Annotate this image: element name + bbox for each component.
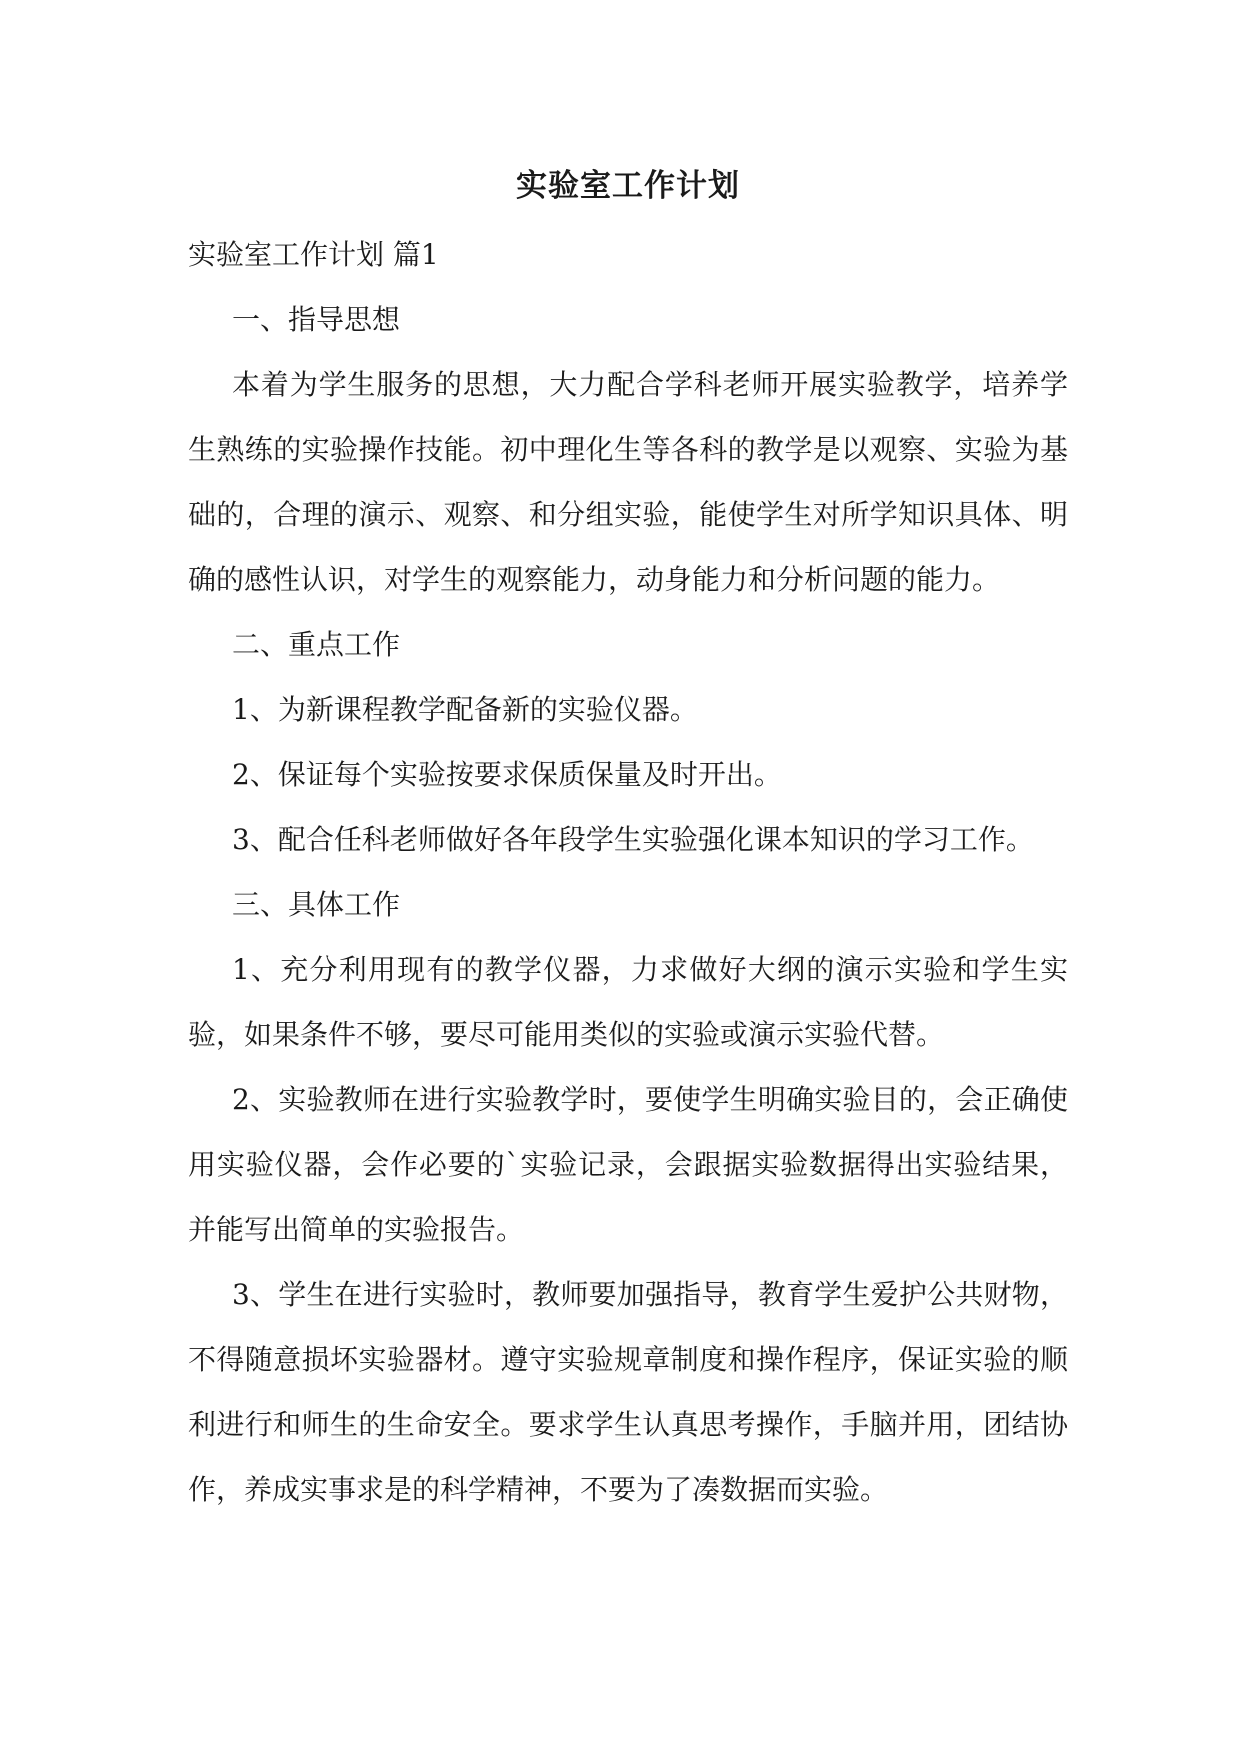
document-page xyxy=(188,150,1068,1522)
specific-work-item-3: 3、学生在进行实验时，教师要加强指导，教育学生爱护公共财物，不得随意损坏实验器材。遵守实验规章制度和操作程序，保证实验的顺利进行和师生的生命安全。要求学生认真思考操作，手脑并用，团结协作，养成实事求是的科学精神，不要为了凑数据而实验。 xyxy=(188,1278,1068,1506)
key-work-item-1: 1、为新课程教学配备新的实验仪器。 xyxy=(232,693,698,726)
paragraph-guiding-ideology: 本着为学生服务的思想，大力配合学科老师开展实验教学，培养学生熟练的实验操作技能。初中理化生等各科的教学是以观察、实验为基础的，合理的演示、观察、和分组实验，能使学生对所学知识具体、明确的感性认识，对学生的观察能力，动身能力和分析问题的能力。 xyxy=(188,368,1068,596)
section-heading-guiding-ideology: 一、指导思想 xyxy=(232,303,401,336)
specific-work-item-1: 1、充分利用现有的教学仪器，力求做好大纲的演示实验和学生实验，如果条件不够，要尽可能用类似的实验或演示实验代替。 xyxy=(188,953,1068,1051)
key-work-item-2: 2、保证每个实验按要求保质保量及时开出。 xyxy=(232,758,782,791)
section-heading-key-work: 二、重点工作 xyxy=(232,628,401,661)
document-title: 实验室工作计划 xyxy=(516,168,740,204)
specific-work-item-2: 2、实验教师在进行实验教学时，要使学生明确实验目的，会正确使用实验仪器，会作必要的`实验记录，会跟据实验数据得出实验结果，并能写出简单的实验报告。 xyxy=(188,1083,1068,1246)
key-work-item-3: 3、配合任科老师做好各年段学生实验强化课本知识的学习工作。 xyxy=(232,823,1034,856)
document-subtitle: 实验室工作计划 篇1 xyxy=(188,238,439,271)
section-heading-specific-work: 三、具体工作 xyxy=(232,888,401,921)
